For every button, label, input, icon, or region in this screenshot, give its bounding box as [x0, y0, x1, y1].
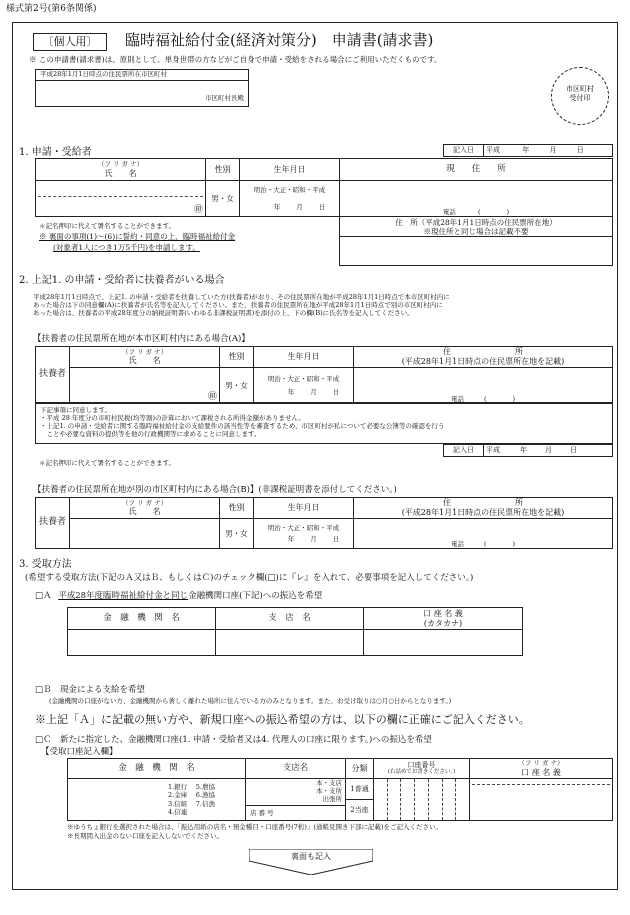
option-a-bank-field[interactable] [68, 630, 216, 656]
supporter-b-address-field[interactable]: 電話 ( ) [354, 519, 613, 549]
applicant-name-header: （フ リ ガ ナ） 氏 名 [36, 159, 206, 181]
branch-number-field[interactable]: 店 番 号 [246, 805, 345, 820]
dob-field[interactable]: 明治・大正・昭和・平成 年 月 日 [240, 181, 340, 217]
form-title: 臨時福祉給付金(経済対策分) 申請書(請求書) [125, 31, 434, 49]
footnote-yucho: ※ゆうちょ銀行を選択された場合は、「振込用紙の店名・預金種目・口座番号(7桁)」(通帳見開き下部に記載)をご記入ください。 [67, 823, 443, 831]
sex-field[interactable]: 男・女 [206, 181, 240, 217]
back-page-label: 裏面も記入 [291, 852, 331, 861]
supporter-a-dob-field[interactable]: 明治・大正・昭和・平成 年 月 日 [254, 368, 354, 404]
section-1-heading: 1. 申請・受給者 [19, 147, 92, 158]
pledge-line-2: (対象者1人につき1万5千円)を申請します。 [53, 243, 200, 252]
municipality-box-label: 平成28年1月1日時点の住民票所在市区町村 [36, 70, 248, 81]
residence-label: 住 所（平成28年1月1日時点の住民票所在地） ※現住所と同じ場合は記載不要 [340, 217, 612, 237]
applicant-name-field[interactable] [36, 181, 206, 217]
consent-box [35, 402, 613, 444]
address-header: 現 住 所 [340, 159, 613, 181]
seal-mark: ㊞ [193, 204, 203, 215]
option-a[interactable]: □Ａ 平成28年度臨時福祉給付金と同じ金融機関口座(下記)への振込を希望 [35, 591, 323, 601]
stamp-label-municipality: 市区町村 [566, 85, 594, 93]
supporter-a-sex-field[interactable]: 男・女 [220, 368, 254, 404]
supporter-b-sex-field[interactable]: 男・女 [220, 519, 254, 549]
supporter-a-name-field[interactable]: ㊞ [70, 368, 220, 404]
option-a-account-table: 金 融 機 関 名 支 店 名 口 座 名 義 (カタカナ) [67, 607, 523, 656]
option-c-bank-field[interactable]: 1.銀行 5.農協 2.金庫 6.漁協 3.信組 7.信漁 4.信連 [68, 779, 246, 821]
stamp-label-reception: 受付印 [569, 93, 591, 102]
section-2-heading: 2. 上記1. の申請・受給者に扶養者がいる場合 [19, 275, 225, 286]
form-number: 様式第2号(第6条関係) [6, 4, 97, 14]
back-page-arrow [249, 849, 373, 875]
option-c-holder-field[interactable] [470, 779, 613, 821]
sex-header: 性別 [206, 159, 240, 181]
application-form [12, 22, 618, 890]
option-c-account-table: 金 融 機 関 名 支店名 分類 口座番号 (右詰めでお書きください。) （フ リ ガ ナ） 口 座 名 義 1.銀行 5.農協 2.金庫 6.漁協 3.信組 7.信漁 4.信連 本・支店 本・支所 出張所 店 番 号 1普通 2当座 [67, 758, 613, 821]
section-2a-title: 【扶養者の住民票所在地が本市区町村内にある場合(A)】 [33, 334, 250, 344]
section-2-intro: 平成28年1月1日時点で、上記1. の申請・受給者を扶養していた方(扶養者)がおり、その住民票所在地が平成28年1月1日時点で本市区町村内に あった場合は下の同意欄(A)に扶養者が氏名等を記入してください。また、扶養者の住民票所在地が平成28年1月1日時点で別の市区町村内に あった場合は、扶養者の平成28年度分の納税証明書(いわゆる非課税証明書)を添付の上、下の欄(B)に氏名等を記入してください。 [33, 293, 450, 318]
residence-box[interactable] [339, 216, 613, 266]
supporter-b-label: 扶養者 [36, 498, 70, 549]
option-b[interactable]: □Ｂ 現金による支給を希望 [35, 685, 146, 695]
applicant-table [35, 158, 613, 217]
consent-text: 下記事項に同意します。 ・平成 28 年度分の市町村民税(均等割)の計算において課税される所得金額がありません。 ・上記1. の申請・受給者に関する臨時福祉給付金の支給要件の該当性等を審査するため、市区町村が私について必要な公簿等の確認を行う ことや必要な資料の提供等を他の行政機関等に求めることに同意します。 [40, 406, 445, 439]
section-2b-title: 【扶養者の住民票所在地が別の市区町村内にある場合(B)】(非課税証明書を添付してください。) [33, 485, 397, 495]
section-3-heading: 3. 受取方法 [19, 559, 72, 570]
consent-date-table: 記入日 平成 年 月 日 [443, 444, 613, 457]
usage-notice: ※ この申請書(請求書)は、原則として、単身世帯の方などがご自身で申請・受給をされる場合にご利用いただくものです。 [29, 55, 442, 64]
entry-date-field[interactable]: 平成 年 月 日 [484, 145, 613, 157]
section-3-instruction: (希望する受取方法(下記のＡ又はＢ、もしくはＣ)のチェック欄(□)に『レ』を入れて、必要事項を記入してください。) [25, 573, 474, 583]
supporter-a-address-field[interactable]: 電話 ( ) [354, 368, 613, 404]
option-b-note: (金融機関の口座がない方、金融機関から著しく離れた場所に住んでいる方のみとなります。また、お受け取りは○月○日からとなります。) [49, 697, 452, 705]
address-field[interactable] [340, 181, 613, 217]
account-number-field[interactable] [374, 779, 470, 821]
entry-date-table [443, 144, 613, 157]
supporter-a-table: 扶養者 （フ リ ガ ナ） 氏 名 性別 生年月日 住 所 (平成28年1月1日時点の住民票所在地を記載) ㊞ 男・女 明治・大正・昭和・平成 年 月 日 電話 ( ) [35, 346, 613, 404]
option-c[interactable]: □Ｃ 新たに指定した、金融機関口座(1. 申請・受給者又は4. 代理人の口座に限ります。)への振込を希望 [35, 735, 432, 745]
option-c-subtitle: 【受取口座記入欄】 [41, 747, 118, 757]
footnote-dormant: ※長期間入出金のない口座を記入しないでください。 [67, 832, 223, 840]
dob-header: 生年月日 [240, 159, 340, 181]
municipality-box-suffix: 市区町村長殿 [205, 94, 244, 102]
pledge-line-1: ※ 裏面の事項(1)～(6)に誓約・同意の上、臨時福祉給付金 [39, 232, 236, 241]
phone-label: 電話 [442, 207, 456, 216]
consent-date-field[interactable]: 平成 年 月 日 [484, 445, 613, 457]
personal-use-label: 〔個人用〕 [33, 33, 107, 51]
reception-stamp-area [551, 67, 609, 125]
supporter-a-label: 扶養者 [36, 347, 70, 404]
account-type-field[interactable]: 1普通 2当座 [346, 779, 374, 821]
supporter-b-name-field[interactable] [70, 519, 220, 549]
signature-note-2: ＊記名押印に代えて署名することができます。 [39, 459, 175, 467]
signature-note: ＊記名押印に代えて署名することができます。 [39, 222, 175, 230]
new-account-emphasis: ※上記「Ａ」に記載の無い方や、新規口座への振込希望の方は、以下の欄に正確にご記入ください。 [35, 713, 530, 726]
municipality-box[interactable] [35, 69, 249, 107]
option-a-holder-field[interactable] [364, 630, 523, 656]
option-c-branch-field[interactable]: 本・支店 本・支所 出張所 店 番 号 [246, 779, 346, 821]
supporter-b-table: 扶養者 （フ リ ガ ナ） 氏 名 性別 生年月日 住 所 (平成28年1月1日時点の住民票所在地を記載) 男・女 明治・大正・昭和・平成 年 月 日 電話 ( ) [35, 497, 613, 549]
phone-field[interactable]: ( ) [478, 207, 510, 216]
supporter-b-dob-field[interactable]: 明治・大正・昭和・平成 年 月 日 [254, 519, 354, 549]
entry-date-label: 記入日 [444, 145, 484, 157]
option-a-branch-field[interactable] [216, 630, 364, 656]
